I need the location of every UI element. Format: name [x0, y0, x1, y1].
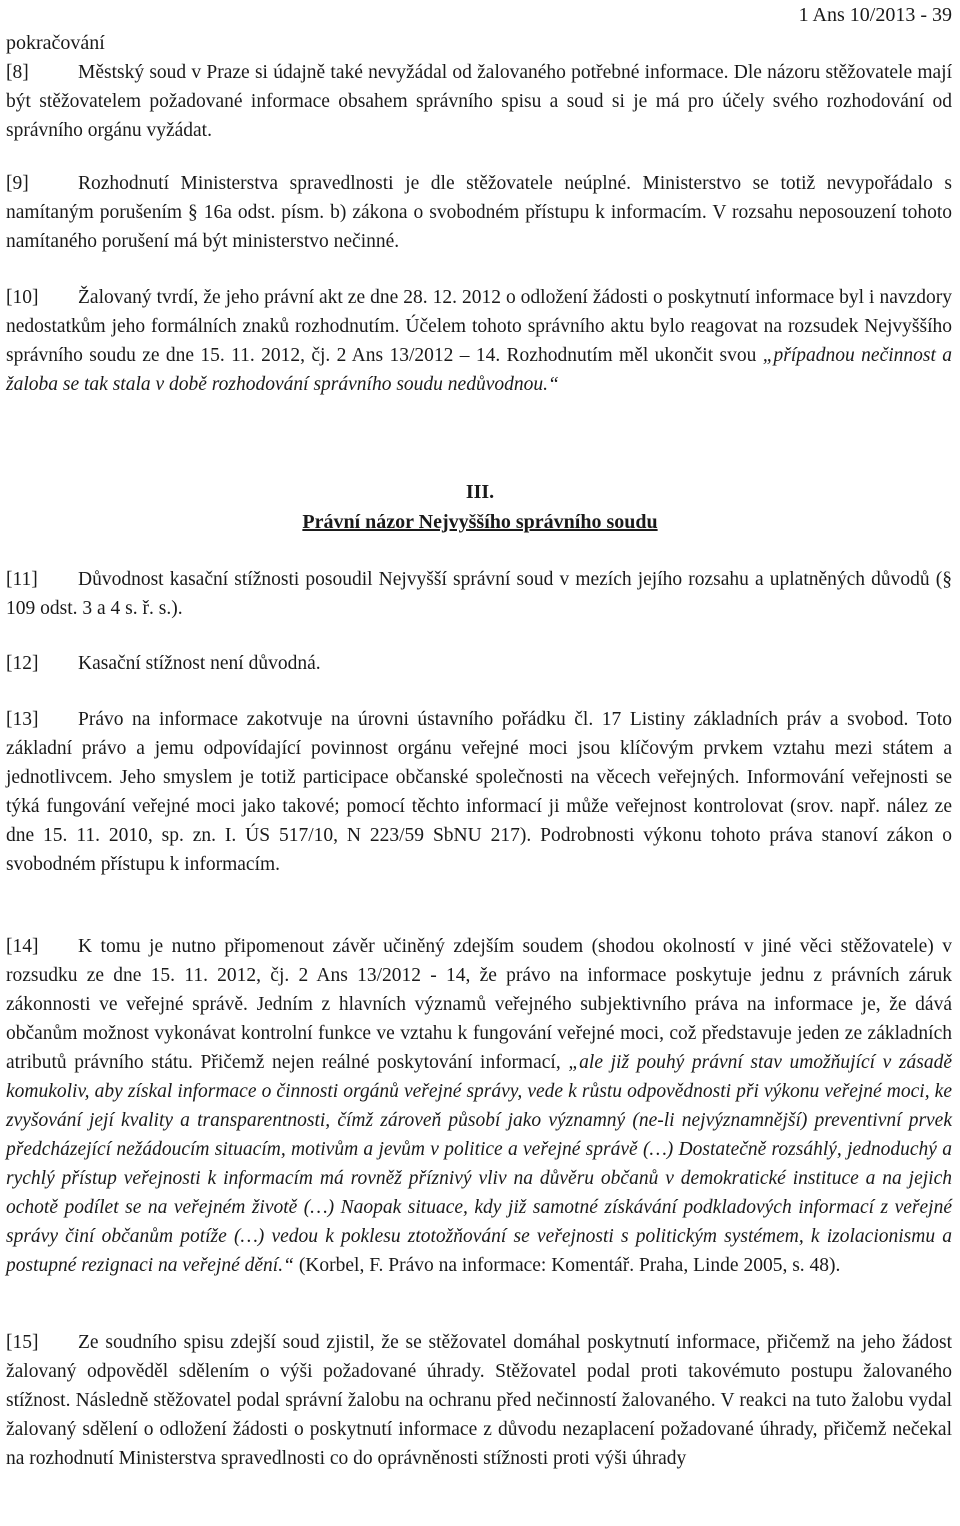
paragraph-14: [6, 932, 952, 1280]
paragraph-10: [6, 283, 952, 399]
paragraph-text: Městský soud v Praze si údajně také nevyžádal od žalovaného potřebné informace. Dle názoru stěžovatele mají být stěžovatelem požadované informace obsahem správního spisu a soud si je má pro účely svého rozhodování od správního orgánu vyžádat.: [6, 62, 952, 141]
paragraph-text: Ze soudního spisu zdejší soud zjistil, že se stěžovatel domáhal poskytnutí informace, přičemž na jeho žádost žalovaný odpověděl sdělením o výši požadované úhrady. Stěžovatel podal proti takovémuto postupu žalovaného stížnost. Následně stěžovatel podal správní žalobu na ochranu před nečinností žalovaného. V reakci na tuto žalobu vydal žalovaný sdělení o odložení žádosti o poskytnutí informace z důvodu nezaplacení požadované úhrady, přičemž nečekal na rozhodnutí Ministerstva spravedlnosti co do oprávněnosti stížnosti proti výši úhrady: [6, 1332, 952, 1469]
paragraph-text: Důvodnost kasační stížnosti posoudil Nejvyšší správní soud v mezích jejího rozsahu a uplatněných důvodů (§ 109 odst. 3 a 4 s. ř. s.).: [6, 569, 952, 619]
paragraph-text: Kasační stížnost není důvodná.: [78, 653, 321, 674]
paragraph-number: [8]: [6, 62, 29, 83]
paragraph-11: [6, 565, 952, 623]
paragraph-quote: „ale již pouhý právní stav umožňující v zásadě komukoliv, aby získal informace o činnosti orgánů veřejné správy, vede k růstu odpovědnosti při výkonu veřejné moci, ke zvyšování její kvality a transparentnosti, čímž zároveň působí jako významný (ne-li nejvýznamnější) preventivní prvek předcházející nežádoucím situacím, motivům a jevům v politice a veřejné správě (…) Dostatečně rozsáhlý, jednoduchý a rychlý přístup veřejnosti k informacím má rovněž příznivý vliv na důvěru občanů v demokratické instituce a na jejich ochotě podílet se na veřejném životě (…) Naopak situace, kdy již samotné získávání podkladových informací z veřejné správy činí občanům potíže (…) vedou k poklesu ztotožňování se veřejnosti s politickým systémem, k izolacionismu a postupné rezignaci na veřejné dění.“: [6, 1052, 953, 1276]
paragraph-13: [6, 705, 952, 879]
paragraph-15: [6, 1328, 952, 1473]
paragraph-number: [12]: [6, 653, 39, 674]
paragraph-text: Rozhodnutí Ministerstva spravedlnosti je dle stěžovatele neúplné. Ministerstvo se totiž nevypořádalo s namítaným porušením § 16a odst. písm. b) zákona o svobodném přístupu k informacím. V rozsahu neposouzení tohoto namítaného porušení má být ministerstvo nečinné.: [6, 173, 952, 252]
paragraph-8: [6, 58, 952, 145]
paragraph-number: [11]: [6, 569, 38, 590]
paragraph-text: K tomu je nutno připomenout závěr učiněný zdejším soudem (shodou okolností v jiné věci stěžovatele) v rozsudku ze dne 15. 11. 2012, čj. 2 Ans 13/2012 - 14, že právo na informace poskytuje jednu z právních záruk zákonnosti ve veřejné správě. Jedním z hlavních významů veřejného subjektivního práva na informace je, že dává občanům možnost vykonávat kontrolní funkce ve vztahu k fungování veřejné moci, což představuje jeden ze základních atributů právního státu. Přičemž nejen reálné poskytování informací,: [6, 936, 952, 1073]
paragraph-text: Žalovaný tvrdí, že jeho právní akt ze dne 28. 12. 2012 o odložení žádosti o poskytnutí informace byl i navzdory nedostatkům jeho formálních znaků rozhodnutím. Účelem tohoto správního aktu bylo reagovat na rozsudek Nejvyššího správního soudu ze dne 15. 11. 2012, čj. 2 Ans 13/2012 – 14. Rozhodnutím měl ukončit svou: [6, 287, 952, 366]
paragraph-number: [9]: [6, 173, 29, 194]
paragraph-text: Právo na informace zakotvuje na úrovni ústavního pořádku čl. 17 Listiny základních práv a svobod. Toto základní právo a jemu odpovídající povinnost orgánu veřejné moci jsou klíčovým prvkem vztahu mezi státem a jednotlivcem. Jeho smyslem je totiž participace občanské společnosti na věcech veřejných. Informování veřejnosti se týká fungování veřejné moci jako takové; pomocí těchto informací ji může veřejnost kontrolovat (srov. např. nález ze dne 15. 11. 2010, sp. zn. I. ÚS 517/10, N 223/59 SbNU 217). Podrobnosti výkonu tohoto práva stanoví zákon o svobodném přístupu k informacím.: [6, 709, 952, 875]
paragraph-number: [14]: [6, 936, 39, 957]
paragraph-number: [13]: [6, 709, 39, 730]
paragraph-citation: (Korbel, F. Právo na informace: Komentář. Praha, Linde 2005, s. 48).: [293, 1255, 841, 1276]
continuation-label: pokračování: [6, 32, 105, 54]
section-title: Právní názor Nejvyššího správního soudu: [302, 511, 658, 533]
paragraph-number: [15]: [6, 1332, 39, 1353]
paragraph-number: [10]: [6, 287, 39, 308]
case-reference: 1 Ans 10/2013 - 39: [798, 4, 952, 26]
paragraph-quote: „případnou nečinnost a žaloba se tak stala v době rozhodování správního soudu nedůvodnou.“: [6, 345, 952, 395]
section-number: III.: [465, 481, 495, 503]
paragraph-12: [6, 649, 952, 678]
paragraph-9: [6, 169, 952, 256]
